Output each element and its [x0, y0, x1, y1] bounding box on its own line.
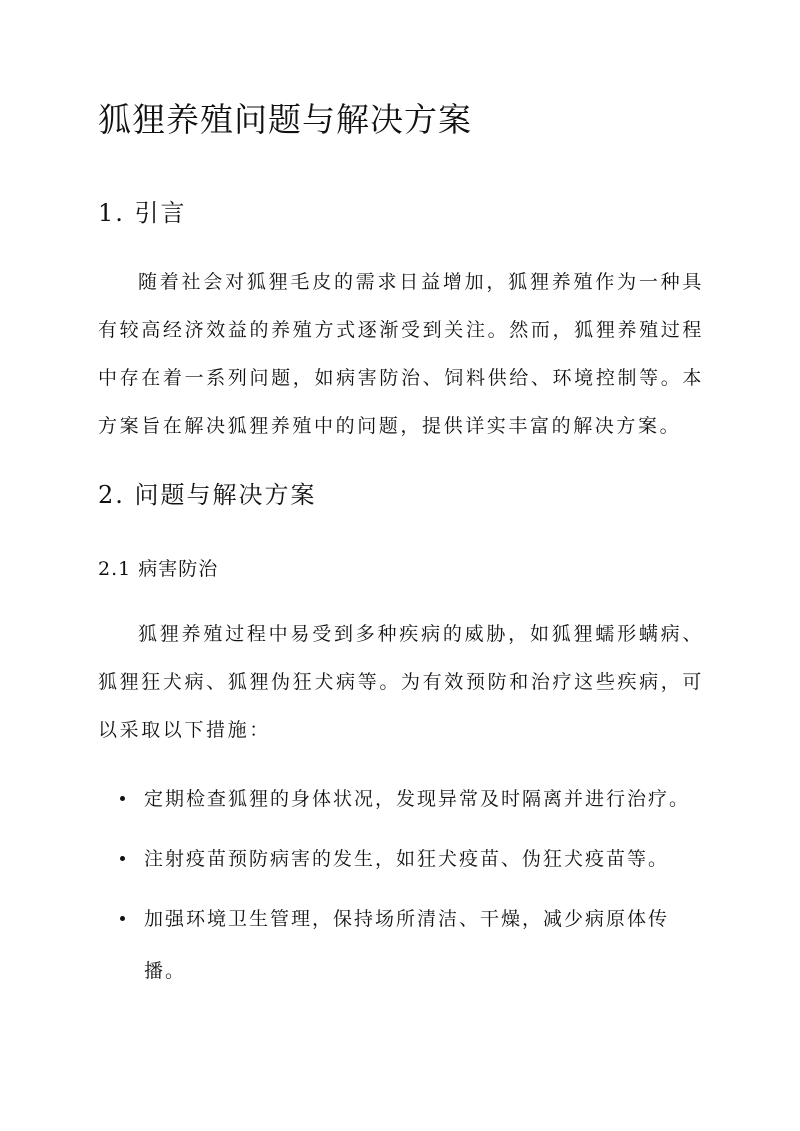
- list-item: [98, 833, 704, 885]
- section-heading-problems-solutions: 2. 问题与解决方案: [98, 481, 317, 509]
- disease-control-paragraph: 狐狸养殖过程中易受到多种疾病的威胁，如狐狸蠕形螨病、狐狸狂犬病、狐狸伪狂犬病等。为有效预防和治疗这些疾病，可以采取以下措施：: [98, 623, 704, 741]
- list-item-text: 加强环境卫生管理，保持场所清洁、干燥，减少病原体传播。: [144, 908, 670, 982]
- bullet-icon: [120, 856, 125, 861]
- measures-list: [98, 773, 704, 1005]
- document-title: 狐狸养殖问题与解决方案: [98, 100, 472, 139]
- list-item-text: 定期检查狐狸的身体状况，发现异常及时隔离并进行治疗。: [144, 788, 691, 810]
- list-item: [98, 773, 704, 825]
- bullet-icon: [120, 796, 125, 801]
- section-heading-introduction: 1. 引言: [98, 199, 187, 227]
- subsection-heading-disease-control: 2.1 病害防治: [98, 558, 219, 580]
- list-item-text: 注射疫苗预防病害的发生，如狂犬疫苗、伪狂犬疫苗等。: [144, 848, 670, 870]
- list-item: [98, 893, 704, 997]
- bullet-icon: [120, 916, 125, 921]
- introduction-paragraph: 随着社会对狐狸毛皮的需求日益增加，狐狸养殖作为一种具有较高经济效益的养殖方式逐渐受到关注。然而，狐狸养殖过程中存在着一系列问题，如病害防治、饲料供给、环境控制等。本方案旨在解决狐狸养殖中的问题，提供详实丰富的解决方案。: [98, 271, 704, 437]
